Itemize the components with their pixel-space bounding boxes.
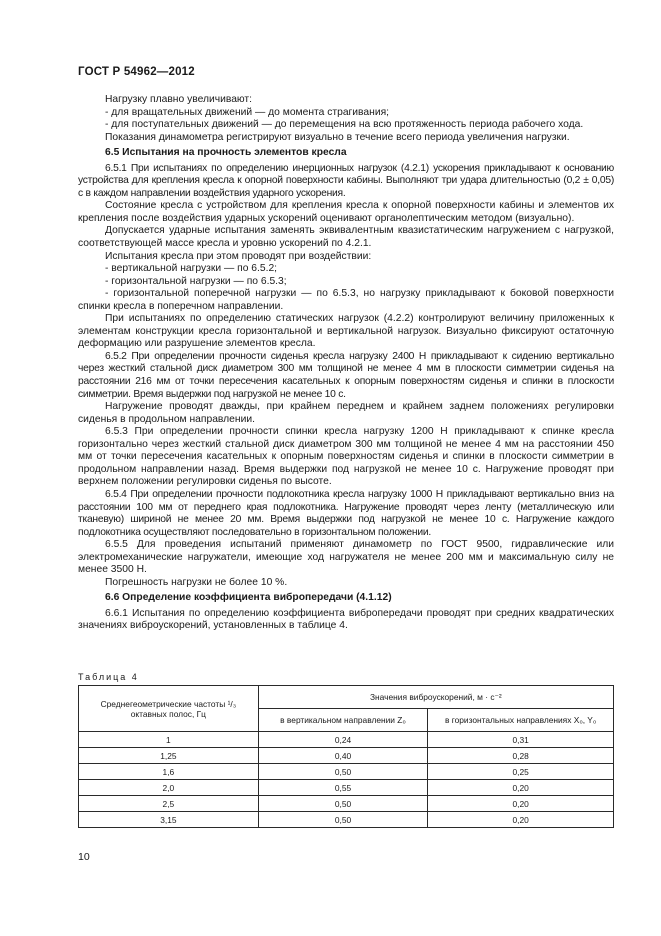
page-number: 10	[78, 851, 90, 863]
list-item: - для вращательных движений — до момента страгивания;	[105, 106, 390, 118]
table-cell-xy: 0,28	[428, 748, 614, 764]
table-cell-z: 0,50	[258, 812, 428, 828]
paragraph-6-5-3: 6.5.3 При определении прочности спинки кресла нагрузку 1200 Н прикладывают к спинке кресла горизонтально через жесткий стальной диск диаметром 300 мм толщиной не менее 4 мм на расстоянии 450 мм от точки пересечения касательных к опорным поверхностям сиденья и спинки в плоскости симметрии в продольном направлении назад. Время выдержки под нагрузкой не менее 10 с. Нагружение проводят при верхнем положении регулировки сиденья по высоте.	[78, 426, 614, 488]
table-cell-xy: 0,20	[428, 812, 614, 828]
table-header-vertical: в вертикальном направлении Z₀	[258, 709, 428, 732]
table-cell-freq: 3,15	[79, 812, 259, 828]
paragraph: Допускается ударные испытания заменять эквивалентным квазистатическим нагружением с нагрузкой, соответствующей массе кресла и уровню ускорений по 4.2.1.	[78, 225, 614, 250]
table-cell-freq: 2,0	[79, 780, 259, 796]
section-heading-6-5: 6.5 Испытания на прочность элементов кресла	[105, 147, 347, 159]
vibration-table	[78, 685, 614, 828]
table-cell-freq: 1,25	[79, 748, 259, 764]
paragraph-6-5-5: 6.5.5 Для проведения испытаний применяют динамометр по ГОСТ 9500, гидравлические или электромеханические нагружатели, имеющие ход нагружателя не менее 200 мм и максимальную силу не менее 3500 Н.	[78, 539, 614, 576]
table-row	[79, 764, 614, 780]
paragraph: Показания динамометра регистрируют визуально в течение всего периода увеличения нагрузки.	[105, 131, 570, 143]
table-cell-freq: 1	[79, 732, 259, 748]
list-item: - горизонтальной нагрузки — по 6.5.3;	[105, 275, 287, 287]
paragraph-6-6-1: 6.6.1 Испытания по определению коэффициента вибропередачи проводят при средних квадратических значениях виброускорений, установленных в таблице 4.	[78, 607, 614, 632]
table-cell-xy: 0,20	[428, 780, 614, 796]
table-cell-z: 0,50	[258, 764, 428, 780]
table-row	[79, 812, 614, 828]
paragraph: Испытания кресла при этом проводят при воздействии:	[105, 250, 372, 262]
table-row	[79, 748, 614, 764]
paragraph: Состояние кресла с устройством для крепления кресла к опорной поверхности кабины и элементов их крепления после воздействия ударных ускорений оценивают органолептическим методом (визуально).	[78, 200, 614, 224]
paragraph-6-5-4: 6.5.4 При определении прочности подлокотника кресла нагрузку 1000 Н прикладывают вертикально вниз на расстоянии 100 мм от переднего края подлокотника. Нагружение проводят через ленту (металлическую или тканевую) шириной не менее 20 мм. Время выдержки под нагрузкой не менее 10 с. Нагружение каждого подлокотника осуществляют последовательно в горизонтальном положении.	[78, 488, 614, 538]
list-item: - для поступательных движений — до перемещения на всю протяженность периода рабочего хода.	[105, 119, 584, 131]
paragraph: При испытаниях по определению статических нагрузок (4.2.2) контролируют величину приложенных к элементам конструкции кресла горизонтальной и вертикальной нагрузок. Визуально фиксируют остаточную деформацию или разрушение элементов кресла.	[78, 313, 614, 350]
table-cell-z: 0,24	[258, 732, 428, 748]
paragraph: Нагружение проводят дважды, при крайнем переднем и крайнем заднем положениях регулировки сиденья в продольном направлении.	[78, 401, 614, 425]
table-cell-z: 0,40	[258, 748, 428, 764]
paragraph: Погрешность нагрузки не более 10 %.	[105, 576, 288, 588]
table-header-horizontal: в горизонтальных направлениях X₀, Y₀	[428, 709, 614, 732]
table-caption: Таблица 4	[78, 672, 139, 682]
section-heading-6-6: 6.6 Определение коэффициента вибропередачи (4.1.12)	[105, 592, 392, 604]
list-item: - горизонтальной поперечной нагрузки — по 6.5.3, но нагрузку прикладывают к боковой поверхности спинки кресла в поперечном направлении.	[78, 288, 614, 312]
table-row	[79, 780, 614, 796]
table-row	[79, 732, 614, 748]
table-header-frequency: Среднегеометрические частоты ¹/₃ октавных полос, Гц	[79, 686, 259, 732]
table-cell-z: 0,50	[258, 796, 428, 812]
table-cell-xy: 0,25	[428, 764, 614, 780]
table-cell-xy: 0,20	[428, 796, 614, 812]
table-row	[79, 796, 614, 812]
paragraph: Нагрузку плавно увеличивают:	[105, 94, 253, 105]
table-cell-xy: 0,31	[428, 732, 614, 748]
document-header: ГОСТ Р 54962—2012	[78, 66, 195, 78]
table-cell-freq: 2,5	[79, 796, 259, 812]
table-cell-freq: 1,6	[79, 764, 259, 780]
table-header-group: Значения виброускорений, м · с⁻²	[258, 686, 613, 709]
paragraph-6-5-2: 6.5.2 При определении прочности сиденья кресла нагрузку 2400 Н прикладывают к сидению вертикально через жесткий стальной диск диаметром 300 мм толщиной не менее 4 мм в плоскости симметрии сиденья на расстоянии 216 мм от точки пересечения касательных к опорным поверхностям сиденья и спинки в плоскости симметрии. Время выдержки под нагрузкой не менее 10 с.	[78, 350, 614, 400]
table-cell-z: 0,55	[258, 780, 428, 796]
list-item: - вертикальной нагрузки — по 6.5.2;	[105, 263, 278, 275]
paragraph-6-5-1: 6.5.1 При испытаниях по определению инерционных нагрузок (4.2.1) ускорения прикладывают к основанию устройства для крепления кресла к опорной поверхности кабины. Выполняют три удара длительностью (0,2 ± 0,05) с в каждом направлении воздействия ударного ускорения.	[78, 162, 614, 199]
body-text	[78, 94, 614, 633]
